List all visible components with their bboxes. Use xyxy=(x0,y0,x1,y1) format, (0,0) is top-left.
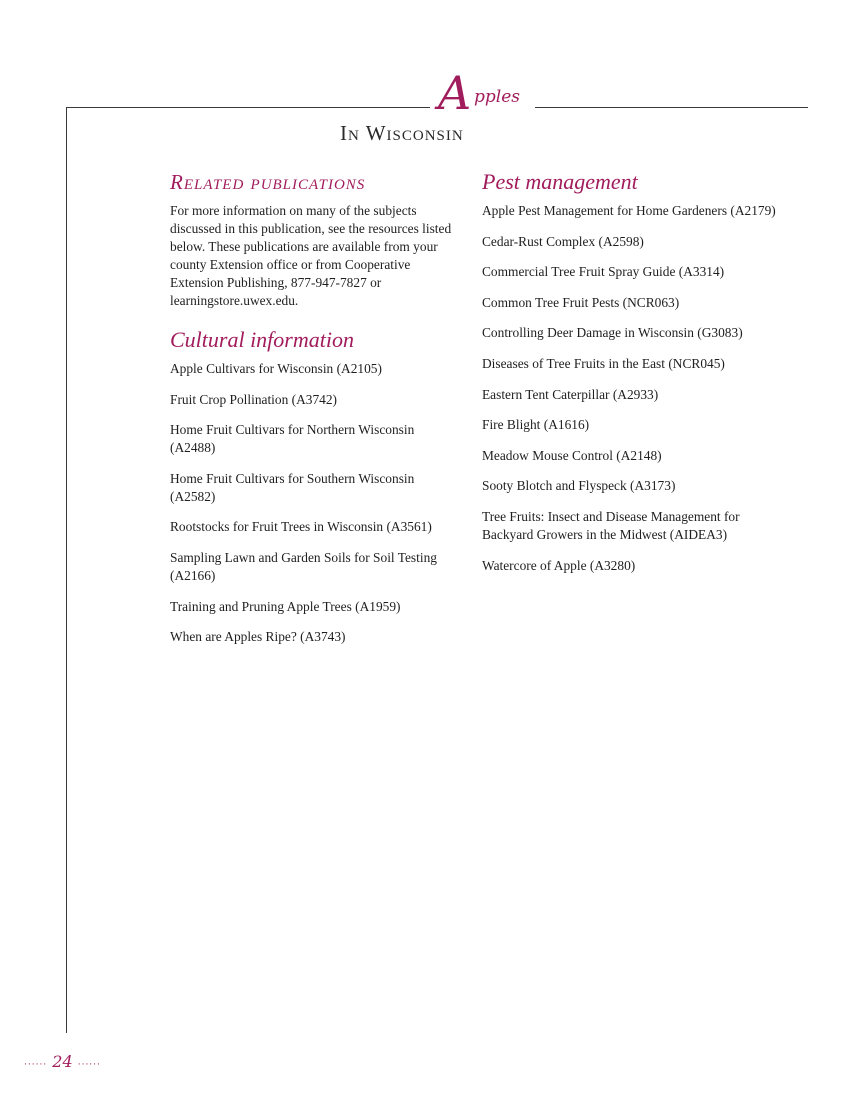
left-column xyxy=(170,168,462,659)
footer-dots-left: ...... xyxy=(24,1057,48,1068)
publication-item: Controlling Deer Damage in Wisconsin (G3083) xyxy=(482,325,743,341)
pest-management-heading: Pest management xyxy=(482,169,638,194)
publication-item: Sooty Blotch and Flyspeck (A3173) xyxy=(482,478,676,494)
logo-word: pples xyxy=(474,87,520,107)
apples-logo xyxy=(438,66,548,120)
publication-item: Common Tree Fruit Pests (NCR063) xyxy=(482,294,680,310)
pest-list xyxy=(482,202,782,575)
publication-item: Rootstocks for Fruit Trees in Wisconsin (A3561) xyxy=(170,519,432,535)
right-column xyxy=(482,168,782,587)
cultural-list xyxy=(170,360,462,646)
intro-paragraph: For more information on many of the subjects discussed in this publication, see the resources listed below. These publications are available from your county Extension office or from Cooperative Extension Publishing, 877-947-7827 or learningstore.uwex.edu. xyxy=(170,203,452,308)
page-subtitle: In Wisconsin xyxy=(340,121,464,145)
footer-dots-right: ...... xyxy=(77,1057,101,1068)
publication-item: Cedar-Rust Complex (A2598) xyxy=(482,233,644,249)
publication-item: Training and Pruning Apple Trees (A1959) xyxy=(170,598,401,614)
publication-item: When are Apples Ripe? (A3743) xyxy=(170,629,346,645)
page-footer xyxy=(24,1052,101,1071)
publication-item: Apple Cultivars for Wisconsin (A2105) xyxy=(170,361,382,376)
publication-item: Fire Blight (A1616) xyxy=(482,417,590,433)
publication-item: Apple Pest Management for Home Gardeners (A2179) xyxy=(482,203,776,218)
cultural-information-heading: Cultural information xyxy=(170,327,354,352)
publication-item: Fruit Crop Pollination (A3742) xyxy=(170,391,338,407)
publication-item: Sampling Lawn and Garden Soils for Soil Testing (A2166) xyxy=(170,549,437,583)
publication-item: Tree Fruits: Insect and Disease Management for Backyard Growers in the Midwest (AIDEA3) xyxy=(482,508,740,542)
publication-item: Watercore of Apple (A3280) xyxy=(482,557,636,573)
related-publications-heading: Related publications xyxy=(170,170,366,194)
publication-item: Diseases of Tree Fruits in the East (NCR045) xyxy=(482,355,725,371)
logo-initial: A xyxy=(438,66,472,120)
publication-item: Commercial Tree Fruit Spray Guide (A3314) xyxy=(482,264,725,280)
publication-item: Home Fruit Cultivars for Northern Wisconsin (A2488) xyxy=(170,422,415,456)
margin-rule xyxy=(66,107,67,1033)
publication-item: Eastern Tent Caterpillar (A2933) xyxy=(482,386,659,402)
publication-item: Home Fruit Cultivars for Southern Wisconsin (A2582) xyxy=(170,470,415,504)
publication-item: Meadow Mouse Control (A2148) xyxy=(482,447,662,463)
page-number: 24 xyxy=(52,1052,73,1071)
